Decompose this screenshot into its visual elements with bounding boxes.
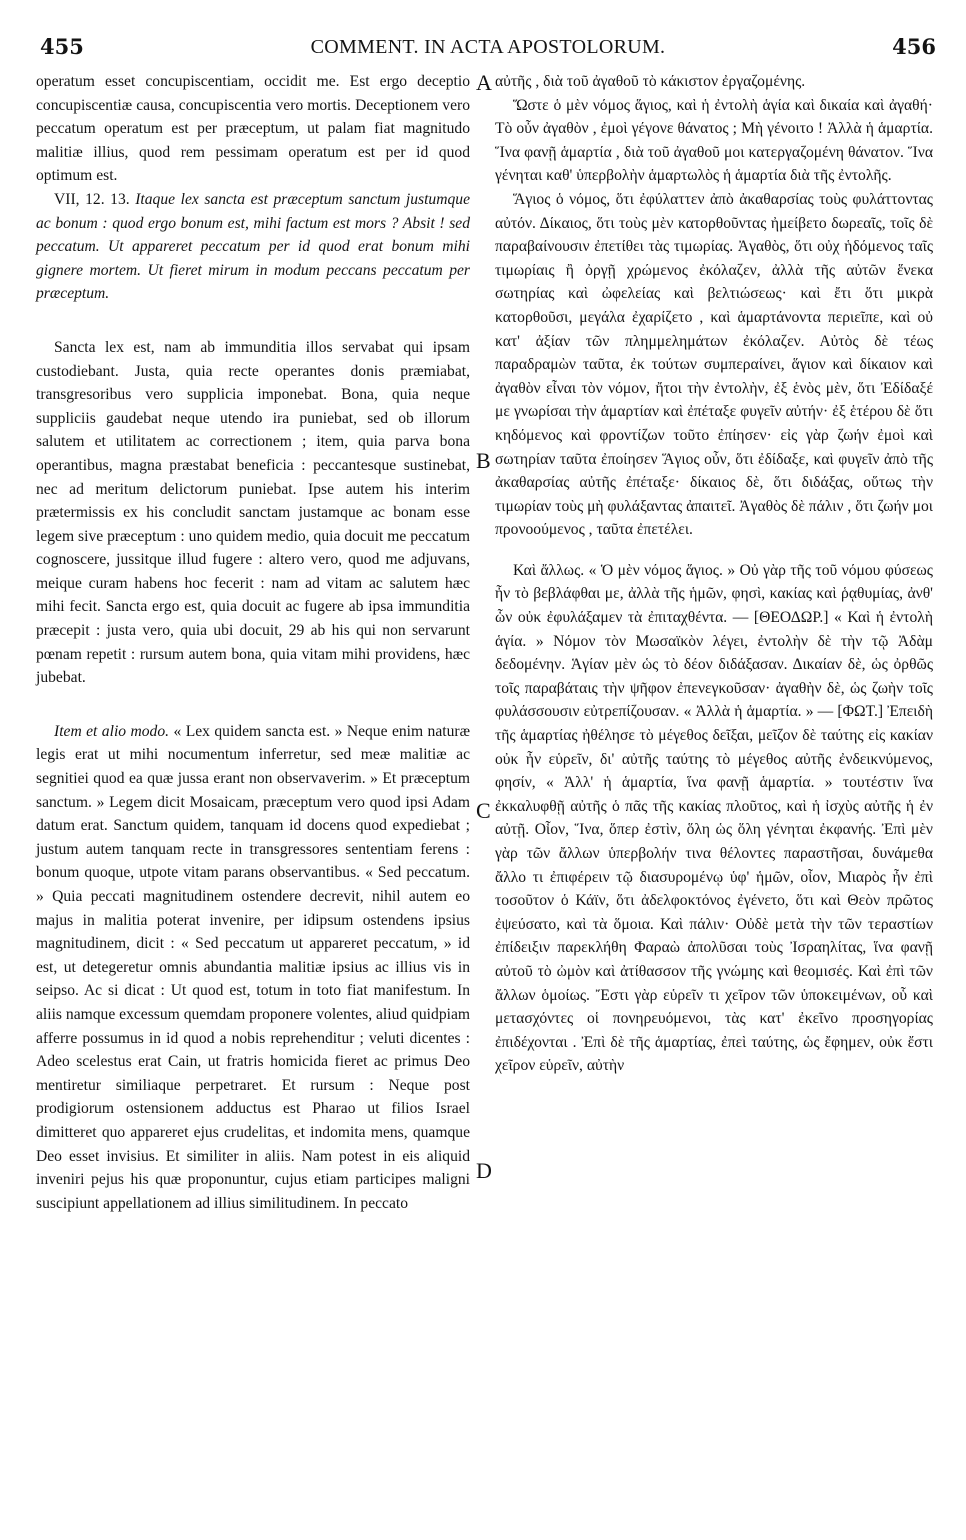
verse-reference: VII, 12. 13. bbox=[54, 190, 130, 208]
margin-letter-a: A bbox=[476, 70, 492, 95]
margin-letter-c: C bbox=[476, 798, 491, 823]
greek-paragraph-4: Καὶ ἄλλως. « Ὁ μὲν νόμος ἅγιος. » Οὐ γὰρ τῆς τοῦ νόμου φύσεως ἦν τὸ βεβλάφθαι με, ἀλλὰ τῆς ἡμῶν, φησὶ, κακίας καὶ ῥᾳθυμίας, ἀνθ' ὧν οὐκ ἐφυλάξαμεν τὰ ἐπιταχθέντα. — [ΘΕΟΔΩΡ.] « Καὶ ἡ ἐντολὴ ἁγία. » Νόμον τὸν Μωσαϊκὸν λέγει, ἐντολὴν δὲ τὴν τῷ Ἀδὰμ δεδομένην. Ἁγίαν μὲν ὡς τὸ δέον διδάξασαν. Δικαίαν δὲ, ὡς ὀρθῶς τοῖς παραβάταις τὴν ψῆφον ἐπενεγκοῦσαν· ἀγαθὴν δὲ, ὡς ζωὴν τοῖς φυλάσσουσιν εὐτρεπίζουσαν. « Ἀλλὰ ἡ ἁμαρτία. » — [ΦΩΤ.] Ἐπειδὴ τῆς ἁμαρτίας ἠθέλησε τὸ μέγεθος δεῖξαι, μεῖζον δὲ ταύτης εἰς κακίαν οὐκ ἦν εὑρεῖν, δι' αὐτῆς ταύτης τὸ μέγεθος αὐτῆς ἐνδεικνύμενος, φησίν, « Ἀλλ' ἡ ἁμαρτία, ἵνα φανῇ ἁμαρτία. » τουτέστιν ἵνα ἐκκαλυφθῇ αὐτῆς ὁ πᾶς τῆς κακίας πλοῦτος, καὶ ἡ ἰσχὺς αὐτῆς ἡ ἐν αὐτῇ. Οἷον, Ἵνα, ὅπερ ἐστὶν, ὅλη ὡς ὅλη γένηται ἐκφανής. Ἐπὶ μὲν γὰρ τῶν ἄλλων ὑπερβολήν τινα θέλοντες παραστῆσαι, δυνάμεθα ἄλλο τι ἐπιφέρειν τῷ διασυρομένῳ ὑφ' ἡμῶν, οἷον, Μιαρὸς ἦν ἐπὶ τοσοῦτον ὁ Κάϊν, ὅτι ἀδελφοκτόνος ἐγένετο, ὅτι καὶ Θεὸν πρῶτος ἐψεύσατο, καὶ τὰ ὅμοια. Καὶ πάλιν· Οὐδὲ μετὰ τὴν τῶν τεραστίων ἐπίδειξιν παρεκλήθη Φαραὼ ἀπολῦσαι τοὺς Ἰσραηλίτας, ἵνα φανῇ αὐτοῦ τὸ ὠμὸν καὶ ἀτίθασσον τῆς γνώμης καὶ θεομισές. Καὶ ἐπὶ τῶν ἄλλων ὁμοίως. Ἔστι γὰρ εὑρεῖν τι χεῖρον τῶν ὑποκειμένων, οὗ καὶ μετασχόντες οἱ πονηρευόμενοι, τὰς κατ' ἐκεῖνο προσηγορίας ἐπιδέχονται . Ἐπὶ δὲ τῆς ἁμαρτίας, ἐπεὶ ταύτης, ὡς ἔφημεν, οὐκ ἔστι χεῖρον εὑρεῖν, αὐτὴν bbox=[495, 561, 933, 1075]
greek-column bbox=[495, 70, 933, 1078]
latin-paragraph-4 bbox=[36, 720, 470, 1215]
latin-verse-paragraph bbox=[36, 188, 470, 306]
verse-text: Itaque lex sancta est præceptum sanctum justumque ac bonum : quod ergo bonum est, mihi factum est mors ? Absit ! sed peccatum. Ut appareret peccatum per id quod erat bonum mihi gignere mortem. Ut fieret mirum in modum peccans peccatum per præceptum. bbox=[36, 190, 470, 303]
page-number-right: 456 bbox=[892, 34, 936, 59]
page-number-left: 455 bbox=[40, 34, 84, 59]
latin-paragraph-4-text: « Lex quidem sancta est. » Neque enim naturæ legis erat ut mihi nocumentum inferretur, sed meæ malitiæ ac segnitiei quod ea quæ jussa erant non observaverim. » Et præceptum sanctum. » Legem dicit Mosaicam, præceptum vero quod ipsi Adam datum erat. Sanctum quidem, tanquam id docens quod expediebat ; justum autem tanquam recte in transgressores sententiam ferens : bonum quoque, utpote vitam parans observantibus. « Sed peccatum. » Quia peccati magnitudinem ostendere decrevit, nihil autem eo majus in malitia poterat invenire, per idipsum ostendens ipsius magnitudinem, dicit : « Sed peccatum ut appareret peccatum, » id est, ut detegeretur omnis abundantia malitiæ ipsius ac illius vis in seipso. Ac si dicat : Ut quod est, totum in toto fiat manifestum. In aliis namque excessum quemdam proponere volentes, aliud quidpiam afferre possumus in id quod a nobis reprehenditur ; veluti dicentes : Adeo scelestus erat Cain, ut fratris homicida fieret ac primus Deo mentiretur similiaque perpetraret. Et rursum : Neque post prodigiorum ostensionem adductus est Pharao ut filios Israel dimitteret quo appareret ejus crudelitas, et indomita mens, quamque Deo esset invisius. Et similiter in aliis. Nam potest in eis aliquid inveniri pejus his quæ proponuntur, cujus etiam participes maligni suscipiunt appellationem ad illius similitudinem. In peccato bbox=[36, 722, 470, 1212]
greek-paragraph-2: Ὥστε ὁ μὲν νόμος ἅγιος, καὶ ἡ ἐντολὴ ἁγία καὶ δικαία καὶ ἀγαθή· Τὸ οὖν ἀγαθὸν , ἐμοὶ γέγονε θάνατος ; Μὴ γένοιτο ! Ἀλλὰ ἡ ἁμαρτία. Ἵνα φανῇ ἁμαρτία , διὰ τοῦ ἀγαθοῦ μοι κατεργαζομένη θάνατον. Ἵνα γένηται καθ' ὑπερβολὴν ἁμαρτωλὸς ἡ ἁμαρτία διὰ τῆς ἐντολῆς. bbox=[495, 96, 933, 185]
running-title: COMMENT. IN ACTA APOSTOLORUM. bbox=[310, 36, 666, 58]
greek-paragraph-1: αὐτῆς , διὰ τοῦ ἀγαθοῦ τὸ κάκιστον ἐργαζομένης. bbox=[495, 73, 806, 90]
latin-paragraph-1: operatum esset concupiscentiam, occidit me. Est ergo deceptio concupiscentiæ causa, concupiscentia vero mortis. Deceptionem vero peccatum operatum est per præceptum, ut palam fiat magnitudo malitiæ illius, quod rem pessimam operatum est per id quod optimum est. bbox=[36, 73, 470, 185]
running-header bbox=[40, 34, 936, 64]
greek-paragraph-3: Ἅγιος ὁ νόμος, ὅτι ἐφύλαττεν ἀπὸ ἀκαθαρσίας τοὺς φυλάττοντας αὐτόν. Δίκαιος, ὅτι τοὺς μὲν κατορθοῦντας ἠμείβετο δωρεαῖς, τοῖς δὲ παραβαίνουσιν ἐπετίθει τὰς τιμωρίας. Ἀγαθὸς, ὅτι οὐχ ἡδόμενος ταῖς τιμωρίαις ἢ ὀργῇ χρώμενος ἐκόλαζεν, ἀλλὰ τῆς αὐτῶν ἕνεκα σωτηρίας καὶ ὠφελείας καὶ βελτιώσεως· καὶ ἔτι ὅτι μικρὰ κατορθοῦσι, μεγάλα ἐχαρίζετο , καὶ ἁμαρτάνοντα περιεῖπε, καὶ οὐ κατ' ἀξίαν τῶν πλημμελημάτων ἐκόλαζεν. Αὐτὸς δὲ τέως παραδραμὼν ταῦτα, ἐκ τούτων συμπεραίνει, ἅγιον καὶ δίκαιον καὶ ἀγαθὸν εἶναι τὸν νόμον, ἤτοι τὴν ἐντολὴν, ἐξ ἑνὸς μὲν, ὅτι Ἐδίδαξέ με γνωρίσαι τὴν ἁμαρτίαν καὶ ἐπέταξε φυγεῖν αὐτήν· ἐξ ἑτέρου δὲ ὅτι κηδόμενος καὶ φροντίζων τοῦτο ἐπίησεν· εἰς γὰρ ζωήν ἐμοὶ καὶ σωτηρίαν ταῦτα ἐποίησεν Ἅγιος οὖν, ὅτι ἐδίδαξε, καὶ φυγεῖν ἀπὸ τῆς ἀκαθαρσίας αὐτῆς ἐπέταξε· δίκαιος δὲ, ὅτι διδάξας, οὕτως τὴν τιμωρίαν τοὺς μὴ φυλάξαντας ἀπαιτεῖ. Ἀγαθὸς δὲ πάλιν , ὅτι ζωήν μοι προνοούμενος , ταῦτα ἐπετέλει. bbox=[495, 190, 933, 539]
latin-column bbox=[36, 70, 470, 1215]
margin-letter-b: B bbox=[476, 448, 491, 473]
latin-paragraph-3: Sancta lex est, nam ab immunditia illos servabat qui ipsam custodiebant. Justa, quia recte operantes donis præmiabat, transgresoribus vero supplicia imponebat. Bona, quia neque suppliciis gaudebat neque utendo ira puniebat, sed ob illorum salutem et utilitatem ac correctionem ; item, quia parva bona operantibus, magna præstabat beneficia : peccantesque sustinebat, nec ad meritum delictorum puniebat. Ipse autem his interim prætermissis ex his concludit sanctam justamque ac bonam esse legem sive præceptum : uno quidem medio, quia docuit me peccatum cognoscere, jussitque illud fugere : altero vero, quod me adjuvans, meique curam habens hoc fecerit : nam ad vitam ac salutem hæc mihi fecit. Sancta ergo est, quia docuit ac fugere ab ipsa immunditia præcepit : justa vero, quia ubi docuit, 29 ab his qui non servarunt pœnam repetit : rursum autem bona, quia vitam mihi providens, hæc jubebat. bbox=[36, 338, 470, 687]
latin-item-heading: Item et alio modo. bbox=[54, 722, 170, 740]
margin-letter-d: D bbox=[476, 1158, 492, 1183]
